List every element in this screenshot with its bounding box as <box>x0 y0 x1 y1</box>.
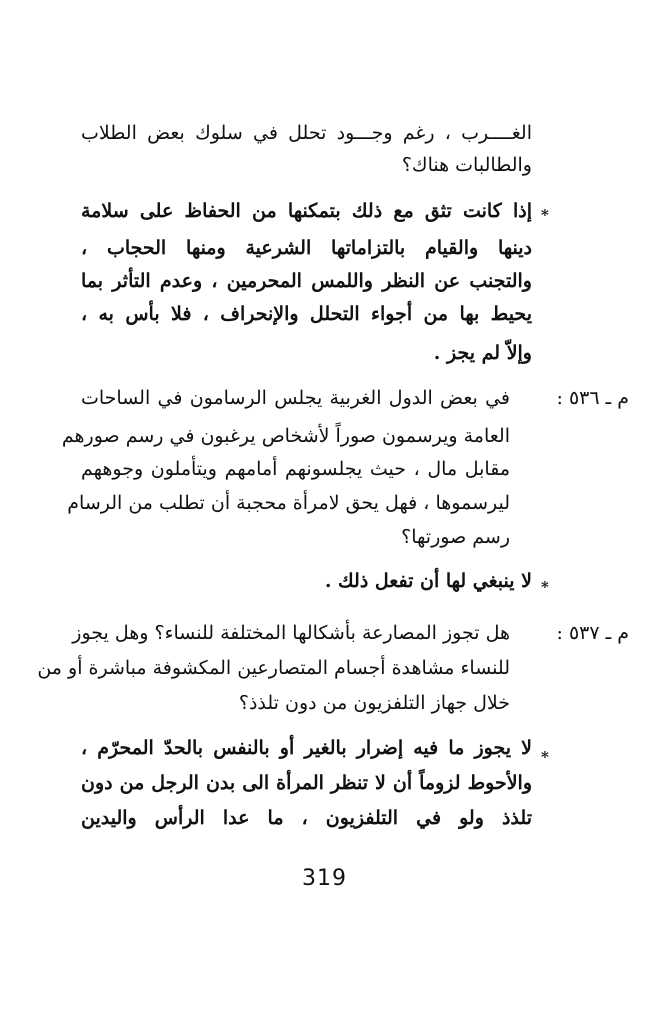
answer-line: لا يجوز ما فيه إضرار بالغير أو بالنفس بالحدّ المحرّم ، <box>81 737 532 759</box>
text-line: والطالبات هناك؟ <box>401 154 532 176</box>
answer-line: والأحوط لزوماً أن لا تنظر المرأة الى بدن الرجل من دون <box>81 772 532 794</box>
text-line: الغــــرب ، رغم وجـــود تحلل في سلوك بعض الطلاب <box>81 122 532 144</box>
question-number: م ـ ٥٣٦ : <box>556 387 629 409</box>
answer-marker: * <box>541 206 549 224</box>
answer-line: تلذذ ولو في التلفزيون ، ما عدا الرأس واليدين <box>81 807 532 829</box>
question-line: في بعض الدول الغربية يجلس الرسامون في الساحات <box>81 387 510 409</box>
answer-line: يحيط بها من أجواء التحلل والإنحراف ، فلا بأس به ، <box>81 303 532 325</box>
answer-line: والتجنب عن النظر واللمس المحرمين ، وعدم التأثر بما <box>81 270 532 292</box>
question-line: العامة ويرسمون صوراً لأشخاص يرغبون في رسم صورهم <box>61 425 510 447</box>
question-line: خلال جهاز التلفزيون من دون تلذذ؟ <box>238 692 510 714</box>
question-line: ليرسموها ، فهل يحق لامرأة محجبة أن تطلب من الرسام <box>67 492 510 514</box>
question-line: رسم صورتها؟ <box>401 526 510 548</box>
answer-marker: * <box>541 748 549 766</box>
page-number: 319 <box>302 866 347 891</box>
question-number: م ـ ٥٣٧ : <box>556 622 629 644</box>
question-line: مقابل مال ، حيث يجلسونهم أمامهم ويتأملون وجوههم <box>81 458 510 480</box>
answer-line: لا ينبغي لها أن تفعل ذلك . <box>324 570 532 592</box>
question-line: للنساء مشاهدة أجسام المتصارعين المكشوفة مباشرة أو من <box>37 657 510 679</box>
answer-line: إذا كانت تثق مع ذلك بتمكنها من الحفاظ على سلامة <box>81 200 532 222</box>
question-line: هل تجوز المصارعة بأشكالها المختلفة للنساء؟ وهل يجوز <box>72 622 510 644</box>
answer-line: وإلاّ لم يجز . <box>433 342 532 364</box>
answer-line: دينها والقيام بالتزاماتها الشرعية ومنها الحجاب ، <box>81 237 532 259</box>
answer-marker: * <box>541 578 549 596</box>
